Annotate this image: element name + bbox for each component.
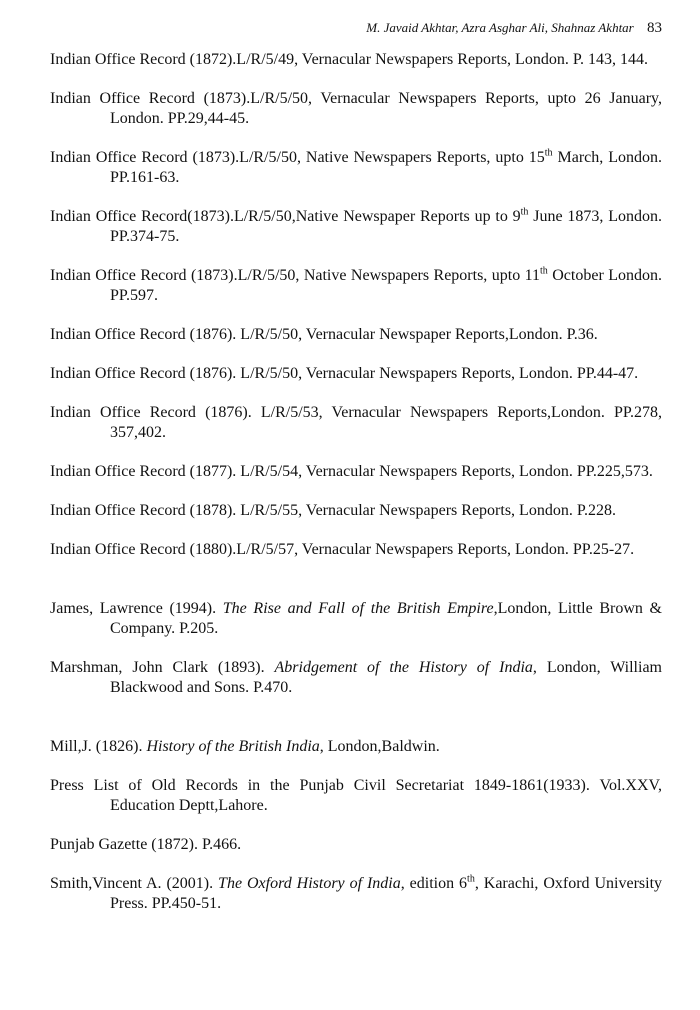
book-title: The Rise and Fall of the British Empire	[222, 600, 494, 617]
reference-item: Indian Office Record (1877). L/R/5/54, Vernacular Newspapers Reports, London. PP.225,573.	[50, 463, 653, 480]
reference-list	[50, 50, 662, 933]
reference-item: Indian Office Record (1872).L/R/5/49, Vernacular Newspapers Reports, London. P. 143, 144.	[50, 51, 648, 68]
book-title: The Oxford History of India	[218, 875, 401, 892]
reference-item: Indian Office Record (1876). L/R/5/50, Vernacular Newspapers Reports, London. PP.44-47.	[50, 365, 639, 382]
book-title: Abridgement of the History of India	[274, 659, 533, 676]
reference-item: Smith,Vincent A. (2001). The Oxford History of India, edition 6th, Karachi, Oxford University Press. PP.450-51.	[50, 873, 663, 912]
reference-item: Marshman, John Clark (1893). Abridgement of the History of India, London, William Blackwood and Sons. P.470.	[50, 659, 662, 696]
reference-item: Indian Office Record (1876). L/R/5/50, Vernacular Newspaper Reports,London. P.36.	[50, 326, 598, 343]
reference-item: James, Lawrence (1994). The Rise and Fall of the British Empire,London, Little Brown & Company. P.205.	[50, 600, 662, 637]
reference-item: Punjab Gazette (1872). P.466.	[50, 836, 242, 853]
reference-item: Indian Office Record (1876). L/R/5/53, Vernacular Newspapers Reports,London. PP.278, 357,402.	[50, 404, 662, 441]
reference-item: Press List of Old Records in the Punjab Civil Secretariat 1849-1861(1933). Vol.XXV, Education Deptt,Lahore.	[50, 777, 662, 814]
reference-item: Mill,J. (1826). History of the British India, London,Baldwin.	[50, 738, 440, 755]
reference-item: Indian Office Record (1880).L/R/5/57, Vernacular Newspapers Reports, London. PP.25-27.	[50, 541, 635, 558]
reference-item: Indian Office Record (1878). L/R/5/55, Vernacular Newspapers Reports, London. P.228.	[50, 502, 616, 519]
book-title: History of the British India	[146, 738, 320, 755]
reference-item: Indian Office Record(1873).L/R/5/50,Native Newspaper Reports up to 9th June 1873, London. PP.374-75.	[50, 206, 662, 245]
page-number: 83	[647, 20, 662, 36]
reference-item: Indian Office Record (1873).L/R/5/50, Native Newspapers Reports, upto 15th March, London. PP.161-63.	[50, 147, 662, 186]
header-authors: M. Javaid Akhtar, Azra Asghar Ali, Shahnaz Akhtar	[366, 20, 634, 35]
reference-item: Indian Office Record (1873).L/R/5/50, Native Newspapers Reports, upto 11th October London. PP.597.	[50, 265, 662, 304]
running-header	[0, 20, 662, 37]
reference-item: Indian Office Record (1873).L/R/5/50, Vernacular Newspapers Reports, upto 26 January, London. PP.29,44-45.	[50, 90, 662, 127]
